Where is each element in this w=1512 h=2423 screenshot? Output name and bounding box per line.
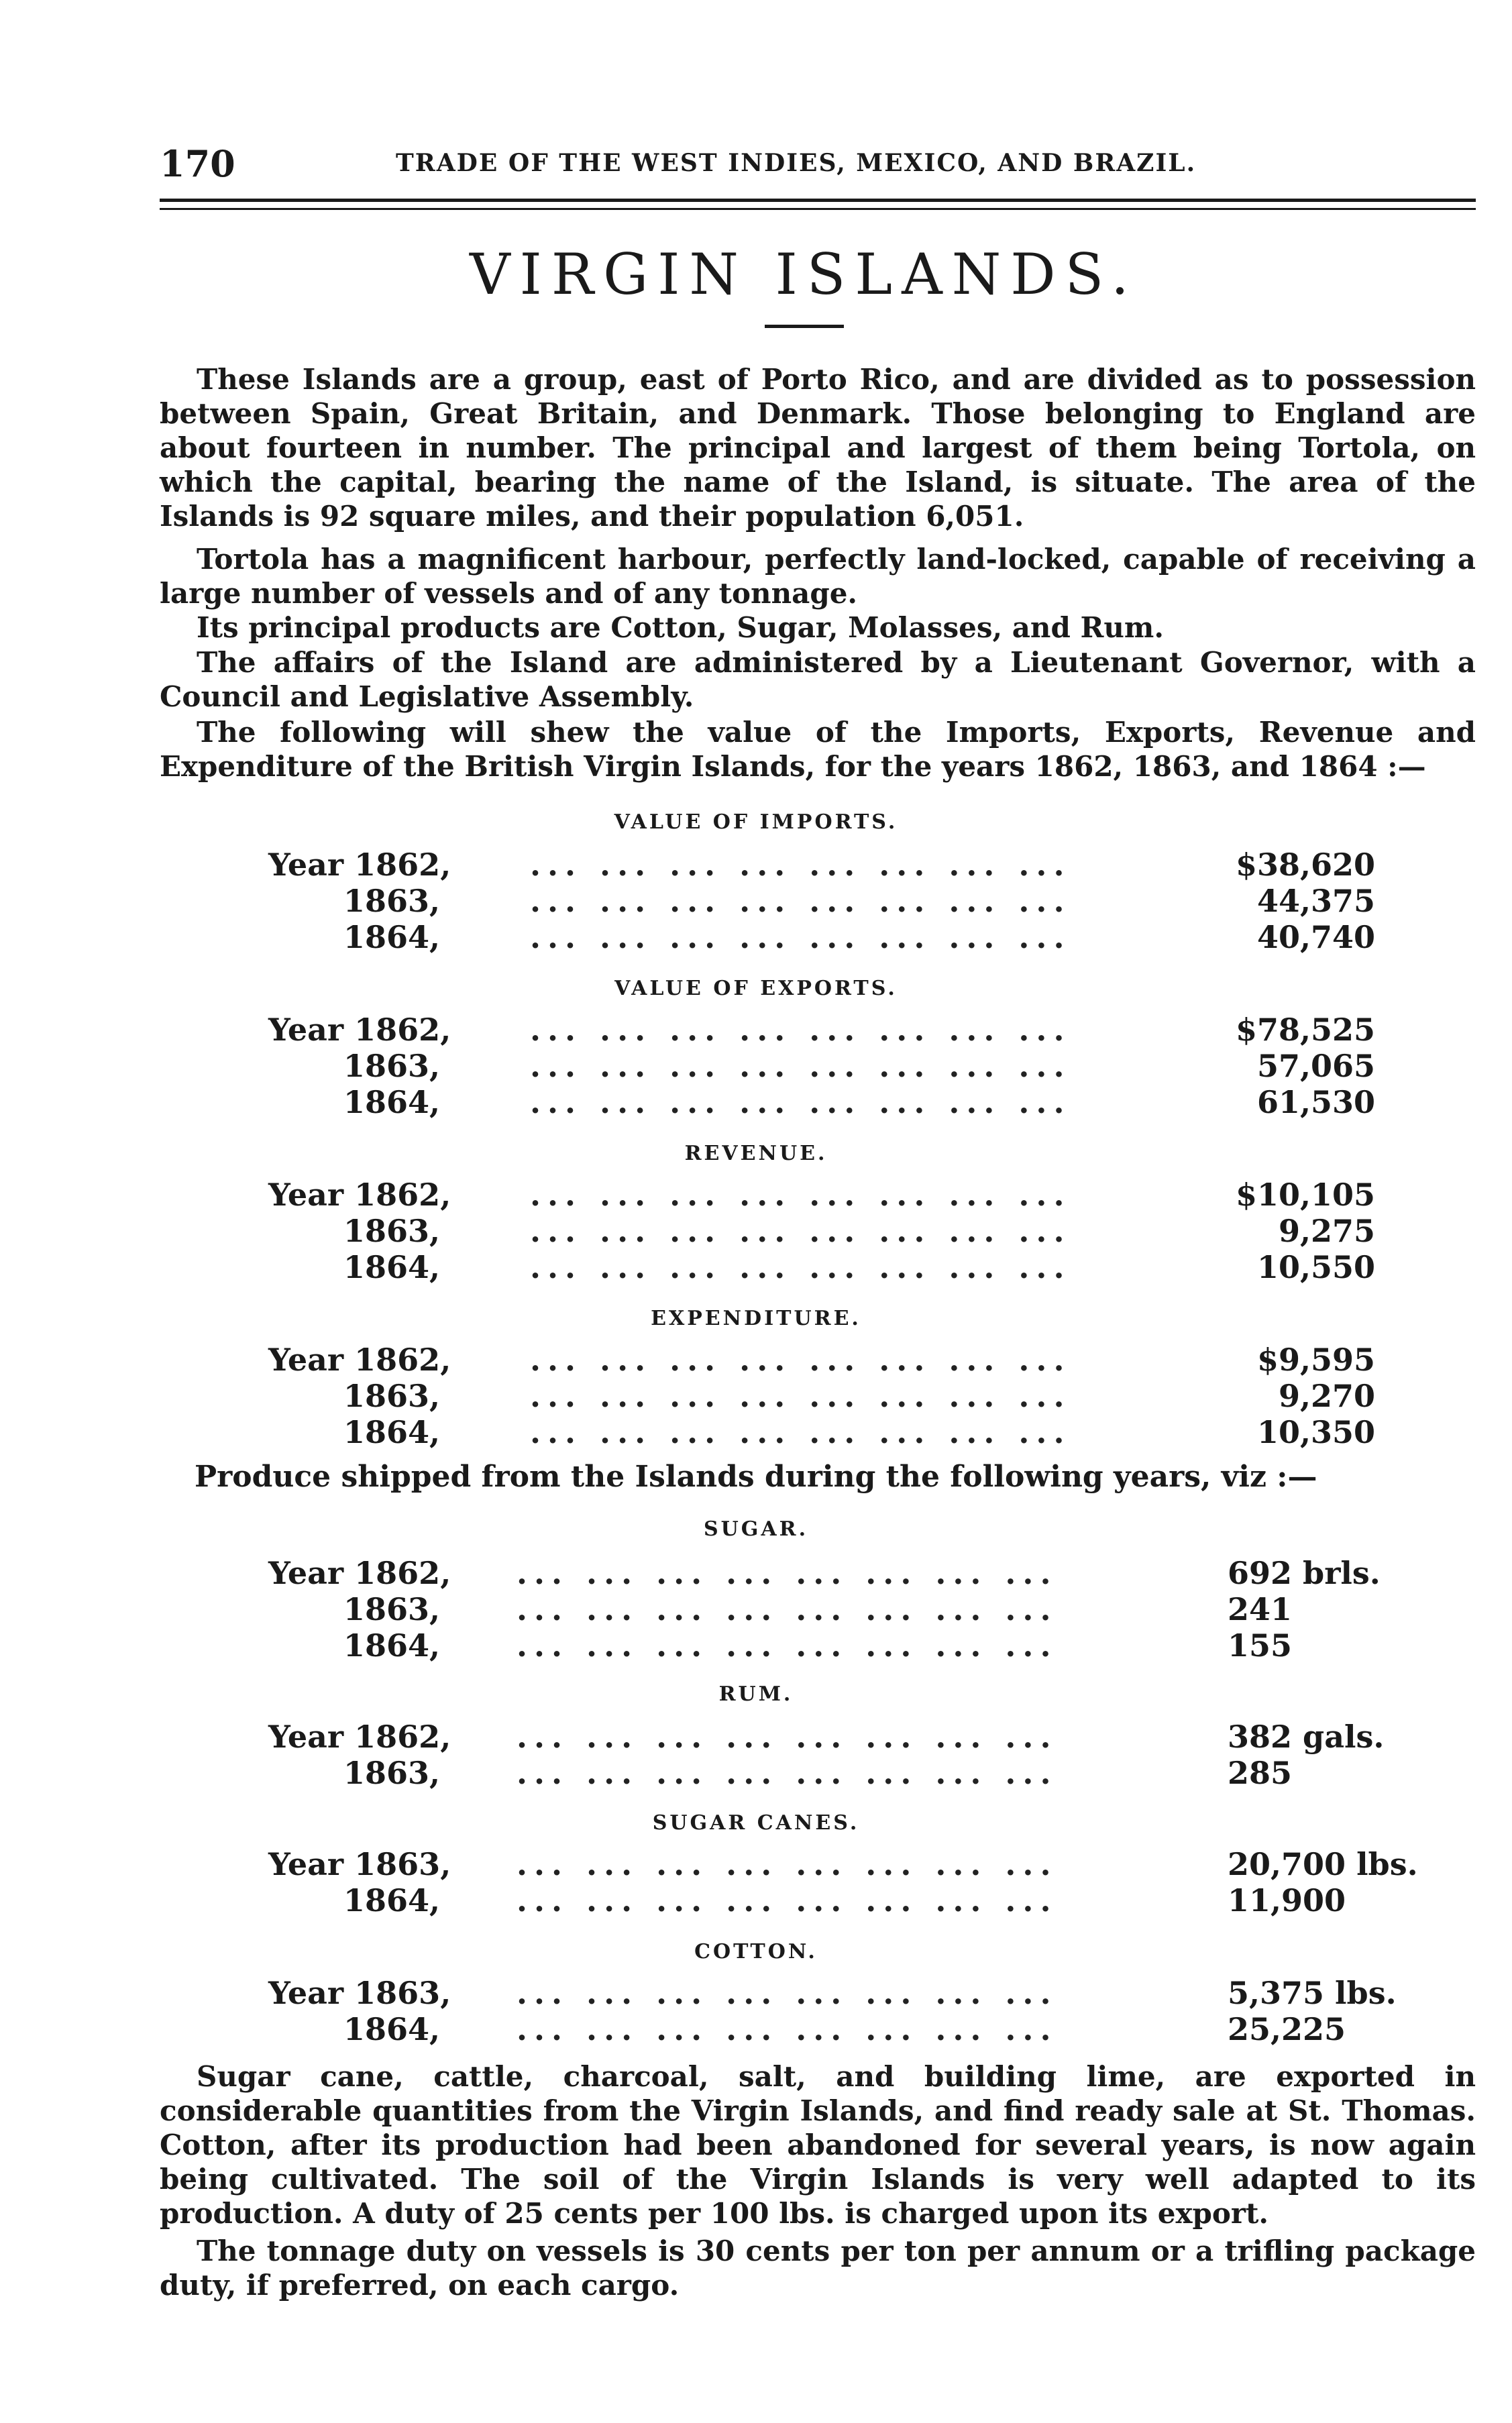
dot-leader: ... ... ... ... ... ... ... ... (517, 1555, 1058, 1591)
table-row (268, 1882, 1409, 1920)
paragraph-administration: The affairs of the Island are administered by a Lieutenant Governor, with a Council and Legislative Assembly. (160, 646, 1476, 713)
dot-leader: ... ... ... ... ... ... ... ... (530, 1084, 1071, 1120)
table-row (268, 1342, 1375, 1379)
dot-leader: ... ... ... ... ... ... ... ... (530, 1342, 1071, 1378)
row-year: 1864, (343, 2011, 441, 2047)
row-value: 61,530 (1256, 1084, 1375, 1120)
row-year: 1863, (343, 883, 441, 919)
table-row (268, 1555, 1409, 1593)
table-row (268, 1048, 1375, 1085)
row-quantity: 5,375 lbs. (1228, 1975, 1397, 2011)
row-year: 1863, (343, 1755, 441, 1791)
table-row (268, 1249, 1375, 1287)
dot-leader: ... ... ... ... ... ... ... ... (517, 1755, 1058, 1791)
dot-leader: ... ... ... ... ... ... ... ... (530, 1378, 1071, 1414)
row-year: 1864, (343, 1882, 441, 1919)
table-row (268, 1846, 1418, 1884)
table-row (268, 1755, 1409, 1792)
paragraph-harbour: Tortola has a magnificent harbour, perfectly land-locked, capable of receiving a large number of vessels and of any tonnage. (160, 543, 1476, 610)
table-row (268, 1627, 1409, 1665)
paragraph-intro: These Islands are a group, east of Porto Rico, and are divided as to possession between Spain, Great Britain, and Denmark. Those belonging to England are about fourteen in number. The principal and largest of them being Tortola, on which the capital, bearing the name of the Island, is situate. The area of the Islands is 92 square miles, and their population 6,051. (160, 363, 1476, 533)
row-value: $9,595 (1256, 1342, 1375, 1378)
row-year: Year 1862, (268, 1555, 451, 1591)
row-value: 9,270 (1278, 1378, 1375, 1414)
table-row (268, 883, 1375, 920)
title-rule (765, 325, 844, 328)
paragraph-products: Its principal products are Cotton, Sugar, Molasses, and Rum. (197, 611, 1164, 644)
heading-exports: VALUE OF EXPORTS. (614, 977, 898, 1000)
row-year: 1863, (343, 1591, 441, 1627)
row-year: Year 1862, (268, 1012, 451, 1048)
heading-revenue: REVENUE. (684, 1142, 828, 1165)
table-row (268, 1213, 1375, 1250)
dot-leader: ... ... ... ... ... ... ... ... (530, 1414, 1071, 1450)
row-year: 1864, (343, 1249, 441, 1285)
row-quantity: 20,700 lbs. (1228, 1846, 1418, 1882)
heading-rum: RUM. (718, 1682, 794, 1706)
dot-leader: ... ... ... ... ... ... ... ... (517, 1627, 1058, 1664)
table-row (268, 919, 1375, 957)
paragraph-exports: Sugar cane, cattle, charcoal, salt, and building lime, are exported in considerable quantities from the Virgin Islands, and find ready sale at St. Thomas. Cotton, after its production had been abandoned for several years, is now again being cultivated. The soil of the Virgin Islands is very well adapted to its production. A duty of 25 cents per 100 lbs. is charged upon its export. (160, 2060, 1476, 2230)
table-row (268, 847, 1375, 884)
dot-leader: ... ... ... ... ... ... ... ... (530, 883, 1071, 919)
dot-leader: ... ... ... ... ... ... ... ... (517, 1882, 1058, 1919)
heading-expenditure: EXPENDITURE. (651, 1307, 861, 1330)
row-value: 40,740 (1256, 919, 1375, 955)
row-value: 10,550 (1256, 1249, 1375, 1285)
dot-leader: ... ... ... ... ... ... ... ... (530, 847, 1071, 883)
row-quantity: 382 gals. (1228, 1719, 1385, 1755)
table-row (268, 2011, 1409, 2049)
row-quantity: 692 brls. (1228, 1555, 1381, 1591)
dot-leader: ... ... ... ... ... ... ... ... (517, 1591, 1058, 1627)
heading-sugar-canes: SUGAR CANES. (652, 1811, 860, 1835)
dot-leader: ... ... ... ... ... ... ... ... (517, 1846, 1058, 1882)
dot-leader: ... ... ... ... ... ... ... ... (517, 1975, 1058, 2011)
heading-imports: VALUE OF IMPORTS. (614, 810, 898, 834)
dot-leader: ... ... ... ... ... ... ... ... (530, 1249, 1071, 1285)
row-year: Year 1862, (268, 1177, 451, 1213)
dot-leader: ... ... ... ... ... ... ... ... (530, 919, 1071, 955)
row-value: 44,375 (1256, 883, 1375, 919)
row-year: 1863, (343, 1048, 441, 1084)
table-row (268, 1012, 1375, 1049)
row-value: 57,065 (1256, 1048, 1375, 1084)
row-value: 10,350 (1256, 1414, 1375, 1450)
row-year: 1863, (343, 1213, 441, 1249)
paragraph-tonnage: The tonnage duty on vessels is 30 cents per ton per annum or a trifling package duty, if preferred, on each cargo. (160, 2234, 1476, 2302)
row-value: $38,620 (1235, 847, 1375, 883)
row-quantity: 155 (1228, 1627, 1293, 1664)
dot-leader: ... ... ... ... ... ... ... ... (517, 2011, 1058, 2047)
row-quantity: 25,225 (1228, 2011, 1346, 2047)
header-rule-thin (160, 208, 1476, 210)
row-value: $10,105 (1235, 1177, 1375, 1213)
page-number: 170 (160, 142, 235, 185)
row-year: Year 1862, (268, 847, 451, 883)
row-year: Year 1863, (268, 1846, 451, 1882)
row-value: $78,525 (1235, 1012, 1375, 1048)
row-value: 9,275 (1278, 1213, 1375, 1249)
row-year: 1864, (343, 1414, 441, 1450)
row-quantity: 241 (1228, 1591, 1293, 1627)
table-row (268, 1591, 1409, 1629)
table-row (268, 1378, 1375, 1415)
row-year: Year 1862, (268, 1342, 451, 1378)
table-row (268, 1414, 1375, 1452)
row-year: 1863, (343, 1378, 441, 1414)
table-row (268, 1084, 1375, 1122)
row-year: 1864, (343, 1627, 441, 1664)
dot-leader: ... ... ... ... ... ... ... ... (530, 1177, 1071, 1213)
row-quantity: 285 (1228, 1755, 1293, 1791)
heading-sugar: SUGAR. (703, 1517, 809, 1541)
produce-intro: Produce shipped from the Islands during the following years, viz :— (195, 1460, 1317, 1494)
running-head: TRADE OF THE WEST INDIES, MEXICO, AND BRAZIL. (396, 149, 1197, 177)
dot-leader: ... ... ... ... ... ... ... ... (517, 1719, 1058, 1755)
table-row (268, 1719, 1409, 1756)
row-year: 1864, (343, 1084, 441, 1120)
table-row (268, 1177, 1375, 1214)
table-row (268, 1975, 1409, 2012)
dot-leader: ... ... ... ... ... ... ... ... (530, 1012, 1071, 1048)
paragraph-following: The following will shew the value of the Imports, Exports, Revenue and Expenditure of the British Virgin Islands, for the years 1862, 1863, and 1864 :— (160, 716, 1476, 783)
dot-leader: ... ... ... ... ... ... ... ... (530, 1048, 1071, 1084)
page-title: VIRGIN ISLANDS. (470, 241, 1138, 307)
dot-leader: ... ... ... ... ... ... ... ... (530, 1213, 1071, 1249)
row-year: Year 1862, (268, 1719, 451, 1755)
heading-cotton: COTTON. (694, 1940, 818, 1963)
row-year: Year 1863, (268, 1975, 451, 2011)
row-quantity: 11,900 (1228, 1882, 1346, 1919)
row-year: 1864, (343, 919, 441, 955)
header-rule (160, 199, 1476, 202)
